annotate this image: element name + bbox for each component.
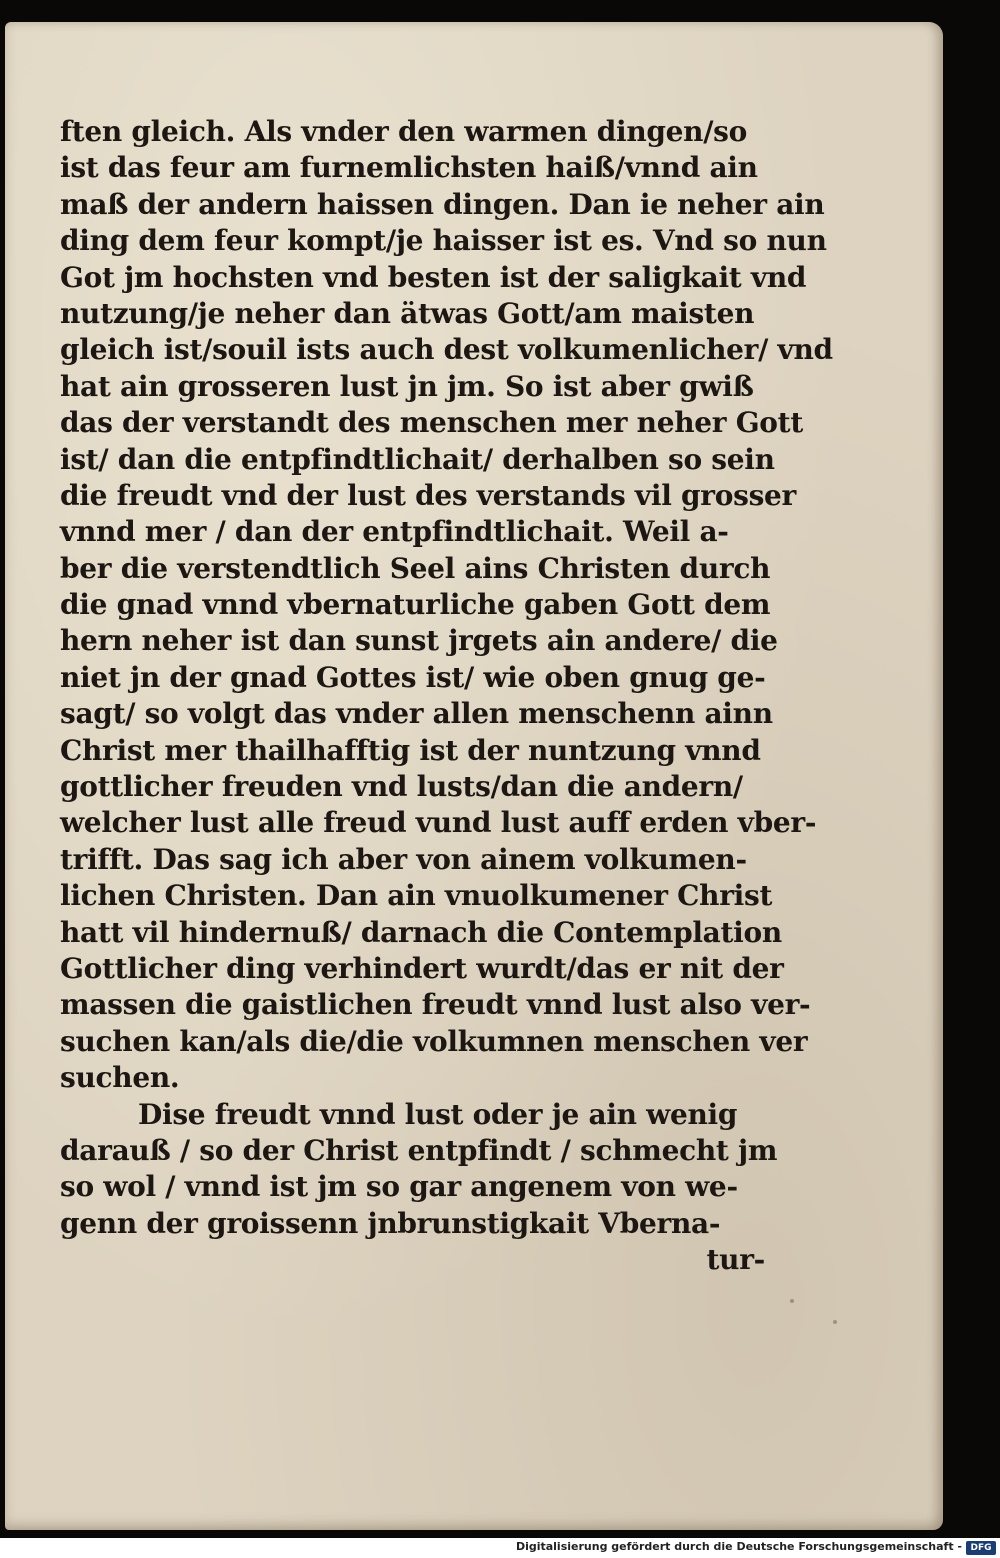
text-line: sagt/ so volgt das vnder allen menschenn ainn bbox=[60, 697, 773, 731]
text-line: ber die verstendtlich Seel ains Christen durch bbox=[60, 551, 771, 585]
text-line: hat ain grosseren lust jn jm. So ist aber gwiß bbox=[60, 369, 754, 403]
text-line: die freudt vnd der lust des verstands vil grosser bbox=[60, 478, 797, 512]
text-line: genn der groissenn jnbrunstigkait Vberna- bbox=[60, 1206, 721, 1240]
text-line: Christ mer thailhafftig ist der nuntzung vnnd bbox=[60, 733, 761, 767]
paragraph-start-line: Dise freudt vnnd lust oder je ain wenig bbox=[138, 1097, 738, 1131]
text-line: Gottlicher ding verhindert wurdt/das er nit der bbox=[60, 951, 784, 985]
text-line: so wol / vnnd ist jm so gar angenem von we- bbox=[60, 1170, 738, 1204]
text-line: nutzung/je neher dan ätwas Gott/am maisten bbox=[60, 296, 755, 330]
text-line: suchen. bbox=[60, 1061, 180, 1095]
text-line: welcher lust alle freud vund lust auff erden vber- bbox=[60, 806, 817, 840]
text-line: niet jn der gnad Gottes ist/ wie oben gnug ge- bbox=[60, 660, 766, 694]
text-line: ist das feur am furnemlichsten haiß/vnnd ain bbox=[60, 151, 758, 185]
text-line: suchen kan/als die/die volkumnen menschen ver bbox=[60, 1024, 808, 1058]
text-line: maß der andern haissen dingen. Dan ie neher ain bbox=[60, 187, 825, 221]
text-line: das der verstandt des menschen mer neher Gott bbox=[60, 406, 803, 440]
book-page bbox=[5, 22, 943, 1530]
catchword: tur- bbox=[706, 1243, 765, 1277]
dfg-logo-icon: DFG bbox=[966, 1541, 996, 1555]
text-line: die gnad vnnd vbernaturliche gaben Gott dem bbox=[60, 588, 771, 622]
text-line: gottlicher freuden vnd lusts/dan die andern/ bbox=[60, 770, 743, 804]
text-line: trifft. Das sag ich aber von ainem volkumen- bbox=[60, 842, 747, 876]
paper-spot bbox=[833, 1320, 837, 1324]
text-line: ding dem feur kompt/je haisser ist es. Vnd so nun bbox=[60, 224, 827, 258]
text-line: darauß / so der Christ entpfindt / schmecht jm bbox=[60, 1133, 778, 1167]
funding-credit: Digitalisierung gefördert durch die Deutsche Forschungsgemeinschaft - bbox=[515, 1540, 962, 1553]
text-line: hern neher ist dan sunst jrgets ain andere/ die bbox=[60, 624, 778, 658]
text-line: ften gleich. Als vnder den warmen dingen/so bbox=[60, 115, 747, 148]
text-line: Got jm hochsten vnd besten ist der saligkait vnd bbox=[60, 260, 807, 294]
paper-spot bbox=[790, 1299, 794, 1303]
text-line: hatt vil hindernuß/ darnach die Contemplation bbox=[60, 915, 782, 949]
digitization-footer bbox=[0, 1538, 1000, 1558]
text-line: gleich ist/souil ists auch dest volkumenlicher/ vnd bbox=[60, 333, 833, 367]
text-line: massen die gaistlichen freudt vnnd lust also ver- bbox=[60, 988, 811, 1022]
text-line: ist/ dan die entpfindtlichait/ derhalben so sein bbox=[60, 442, 775, 476]
text-line: vnnd mer / dan der entpfindtlichait. Weil a- bbox=[60, 515, 729, 549]
text-block bbox=[60, 114, 833, 1279]
text-line: lichen Christen. Dan ain vnuolkumener Christ bbox=[60, 879, 773, 913]
